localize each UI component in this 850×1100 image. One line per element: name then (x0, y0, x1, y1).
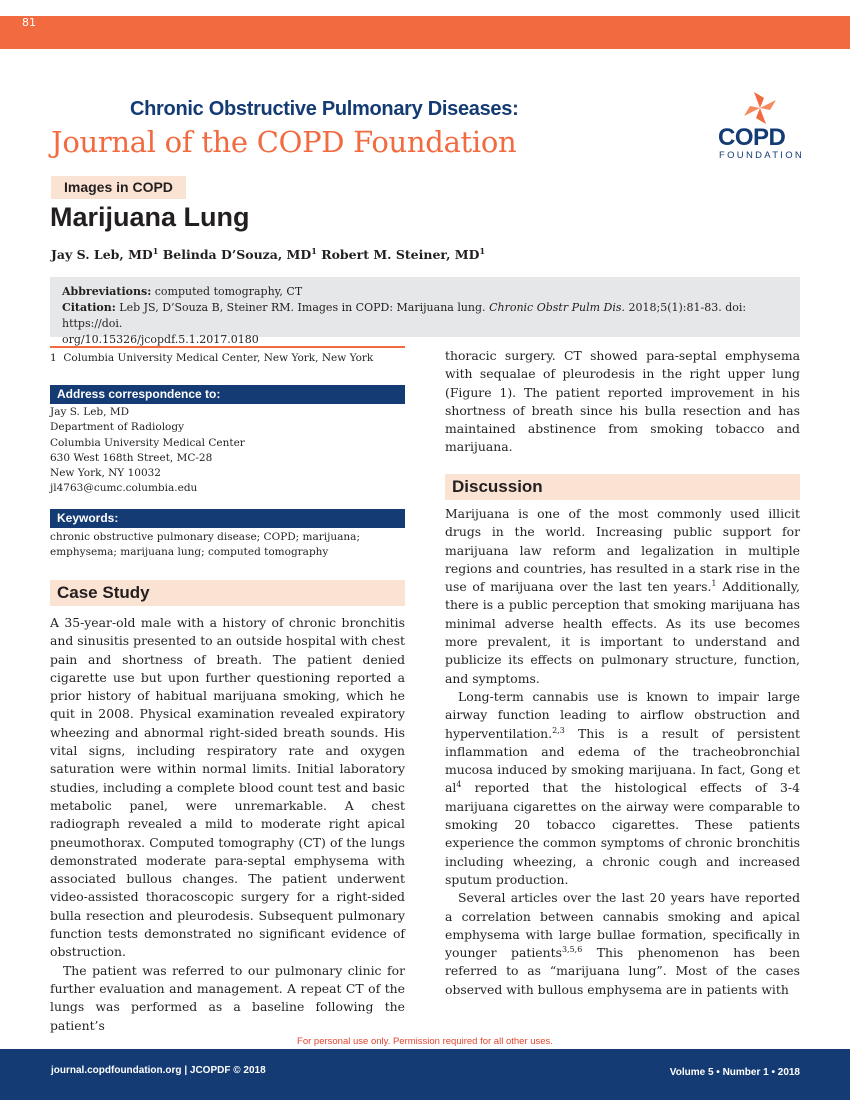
author-name: Belinda D’Souza, MD (162, 247, 312, 263)
pinwheel-icon (740, 90, 780, 126)
address-heading: Address correspondence to: (50, 385, 405, 404)
citation-box (50, 277, 800, 346)
top-banner (0, 16, 850, 49)
author-name: Jay S. Leb, MD (51, 247, 153, 263)
author-list: Jay S. Leb, $MD^1$ Belinda D’Souza, $MD^1$ Robert M. Steiner, $MD^1$ (51, 246, 486, 263)
case-study-continued (445, 347, 800, 457)
email-link[interactable]: jl4763@cumc.columbia.edu (50, 482, 198, 495)
logo-foundation: FOUNDATION (719, 150, 805, 161)
article-title: Marijuana Lung (50, 202, 250, 232)
footer-bar (0, 1049, 850, 1100)
case-study-body (50, 614, 405, 1035)
paragraph: Marijuana is one of the most commonly used illicit drugs in the world. Increasing public support for marijuana law reform and legalization in multiple regions and countries, has resulted in a stark rise in the use of marijuana over the last ten years.$^1$ Additionally, there is a public perception that smoking marijuana has minimal adverse health effects. As its use becomes more prevalent, it is important to understand and publicize its effects on pulmonary structure, function, and symptoms. (445, 506, 800, 686)
discussion-body (445, 505, 800, 999)
paragraph: thoracic surgery. CT showed para-septal emphysema with sequalae of pleurodesis in the right upper lung (Figure 1). The patient reported improvement in his shortness of breath since his bulla resection and has maintained abstinence from smoking tobacco and marijuana. (445, 348, 800, 455)
case-study-heading: Case Study (50, 580, 405, 606)
permission-notice: For personal use only. Permission required for all other uses. (297, 1036, 553, 1047)
section-tag: Images in COPD (51, 176, 186, 199)
paragraph: Long-term cannabis use is known to impair large airway function leading to airflow obstruction and hyperventilation.$^{2,3}$ This is a result of persistent inflammation and edema of the tracheobronchial mucosa induced by smoking marijuana. In fact, Gong et $al^4$ reported that the histological effects of 3-4 marijuana cigarettes on the airway were comparable to smoking 20 tobacco cigarettes. These patients experience the common symptoms of chronic bronchitis including wheezing, a chronic cough and increased sputum production. (445, 688, 800, 887)
journal-title: Journal of the COPD Foundation (51, 125, 517, 159)
paragraph: A 35-year-old male with a history of chronic bronchitis and sinusitis presented to an outside hospital with chest pain and shortness of breath. The patient denied cigarette use but upon further questioning reported a prior history of habitual marijuana smoking, which he quit in 2008. Physical examination revealed expiratory wheezing and abnormal right-sided breath sounds. His vital signs, including respiratory rate and oxygen saturation were within normal limits. Initial laboratory studies, including a complete blood count test and basic metabolic panel, were unremarkable. A chest radiograph revealed a mild to moderate right apical pneumothorax. Computed tomography (CT) of the lungs demonstrated moderate para-septal emphysema with associated bullous changes. The patient underwent video-assisted thoracoscopic surgery for a right-sided bulla resection and pleurodesis. Subsequent pulmonary function tests demonstrated no significant evidence of obstruction. (50, 615, 405, 960)
citation-doi[interactable]: org/10.15326/jcopdf.5.1.2017.0180 (62, 333, 259, 346)
divider (50, 346, 405, 348)
address-block: Jay S. Leb, MD Department of Radiology Columbia University Medical Center 630 West 168th Street, MC-28 New York, NY 10032 jl4763@cumc.columbia.edu (50, 405, 245, 497)
citation-line: Citation: Leb JS, D’Souza B, Steiner RM. Images in COPD: Marijuana lung. Chronic Obstr Pulm Dis. 2018;5(1):81-83. doi: https://doi. (62, 301, 747, 330)
abbreviations-line: Abbreviations: computed tomography, CT (62, 285, 303, 298)
author-name: Robert M. Steiner, MD (321, 247, 480, 263)
journal-subtitle: Chronic Obstructive Pulmonary Diseases: (130, 98, 519, 120)
keywords-heading: Keywords: (50, 509, 405, 528)
footer-volume: Volume 5 • Number 1 • 2018 (669, 1067, 800, 1078)
logo-wordmark: COPD (718, 124, 786, 151)
footer-website[interactable]: journal.copdfoundation.org | JCOPDF © 2018 (51, 1065, 266, 1076)
copd-foundation-logo (714, 90, 806, 162)
keywords-text: chronic obstructive pulmonary disease; COPD; marijuana; emphysema; marijuana lung; computed tomography (50, 531, 360, 558)
paragraph: Several articles over the last 20 years have reported a correlation between cannabis smoking and apical emphysema with large bullae formation, specifically in younger patients$^{3,5,6}$ This phenomenon has been referred to as “marijuana lung”. Most of the cases observed with bullous emphysema are in patients with (445, 890, 800, 997)
paragraph: The patient was referred to our pulmonary clinic for further evaluation and management. A repeat CT of the lungs was performed as a baseline following the patient’s (50, 962, 405, 1033)
affiliation: 1 Columbia University Medical Center, New York, New York (50, 352, 374, 364)
discussion-heading: Discussion (445, 474, 800, 500)
page-number: 81 (22, 16, 36, 29)
